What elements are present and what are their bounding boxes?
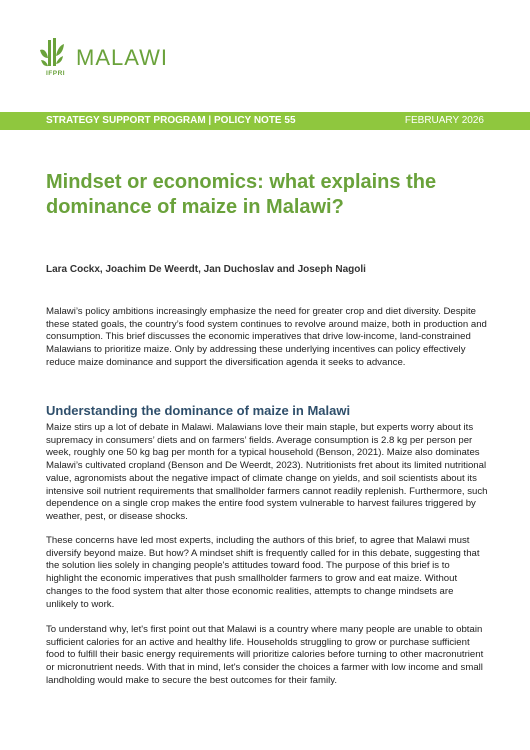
section-heading: Understanding the dominance of maize in Malawi <box>46 403 351 418</box>
ifpri-malawi-logo <box>38 36 228 82</box>
abstract-paragraph: Malawi’s policy ambitions increasingly emphasize the need for greater crop and diet diversity. Despite these stated goals, the country’s food system continues to revolve around maize, both in production and consumption. This brief discusses the economic imperatives that drive low-income, land-constrained Malawians to prioritize maize. Only by addressing these underlying incentives can policy effectively reduce maize dominance and support the diversification agenda it seeks to advance. <box>46 306 487 368</box>
body-paragraph-1: Maize stirs up a lot of debate in Malawi. Malawians love their main staple, but experts worry about its supremacy in consumers’ diets and on farmers’ fields. Average consumption is 2.8 kg per person per week, roughly one 50 kg bag per month for a typical household (Benson, 2021). Maize also dominates Malawi’s cultivated cropland (Benson and De Weerdt, 2023). Nutritionists fret about its limited nutritional value, agronomists about the negative impact of climate change on yields, and soil scientists about its intensive soil nutrient requirements that smallholder farmers cannot readily replenish. Furthermore, such dependence on a single crop makes the entire food system vulnerable to harvest failures triggered by weather, pest, or disease shocks. <box>46 422 488 522</box>
body-paragraph-3: To understand why, let's first point out that Malawi is a country where many people are unable to obtain sufficient calories for an active and healthy life. Households struggling to grow or purchase sufficient food to fulfill their basic energy requirements will prioritize calories before turning to other macronutrient or micronutrient needs. With that in mind, let's consider the choices a farmer with low income and small landholding would make to secure the best outcomes for their family. <box>46 624 484 686</box>
series-banner <box>0 112 530 130</box>
document-title: Mindset or economics: what explains the dominance of maize in Malawi? <box>46 171 437 218</box>
series-label: STRATEGY SUPPORT PROGRAM | POLICY NOTE 55 <box>46 115 296 126</box>
logo-wordmark: MALAWI <box>76 45 168 70</box>
author-list: Lara Cockx, Joachim De Weerdt, Jan Duchoslav and Joseph Nagoli <box>46 264 366 275</box>
logo-org: IFPRI <box>46 70 66 77</box>
publication-date: FEBRUARY 2026 <box>404 115 484 126</box>
body-paragraph-2: These concerns have led most experts, including the authors of this brief, to agree that Malawi must diversify beyond maize. But how? A mindset shift is frequently called for in this debate, suggesting that the solution lies solely in changing people's attitudes toward food. The purpose of this brief is to highlight the economic imperatives that push smallholder farmers to grow and eat maize. Without changes to the food system that alter those economic realities, attempts to change mindsets are unlikely to work. <box>46 535 480 610</box>
